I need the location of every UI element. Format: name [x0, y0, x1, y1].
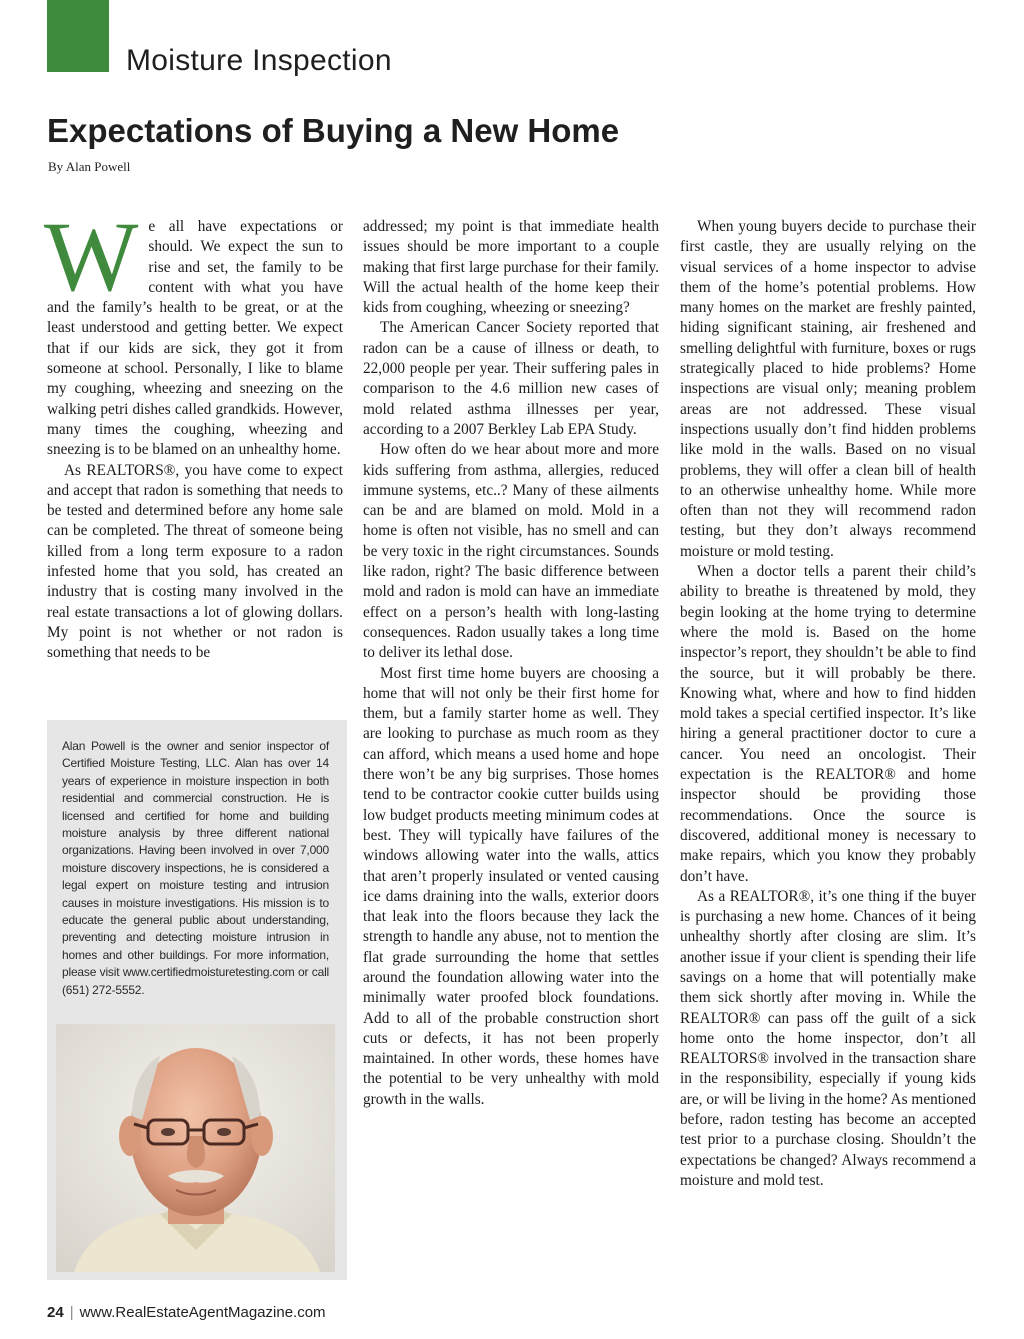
- article-paragraph: addressed; my point is that immediate health issues should be more important to a couple making that first large purchase for their family. Will the actual health of the home keep their kids from coughing, wheezing or sneezing?: [363, 218, 659, 317]
- article-paragraph: As REALTORS®, you have come to expect and accept that radon is something that needs to be tested and determined before any home sale can be completed. The threat of someone being killed from a long term exposure to a radon infested home that you sold, has created an industry that is costing many involved in the real estate transactions a lot of glowing dollars. My point is not whether or not radon is something that needs to be: [47, 461, 343, 662]
- article-paragraph: [44, 201, 343, 461]
- page-footer: [47, 1304, 326, 1321]
- article-paragraph: When a doctor tells a parent their child’s ability to breathe is threatened by mold, they begin looking at the home trying to determine where the mold is. Based on the home inspector’s report, they shouldn’t be able to find the source, but it will probably be there. Knowing what, where and how to find hidden mold takes a special certified inspector. It’s like hiring a general practitioner doctor to cure a cancer. You need an oncologist. Their expectation is the REALTOR® and home inspector should be providing those recommendations. Once the source is discovered, additional money is necessary to make repairs, which you know they probably don’t have.: [680, 563, 976, 885]
- article-headline: Expectations of Buying a New Home: [47, 112, 620, 149]
- article-paragraph: When young buyers decide to purchase their first castle, they are usually relying on the visual services of a home inspector to advise them of the home’s potential problems. How many homes on the market are freshly painted, hiding significant staining, air freshened and smelling delightful with furniture, boxes or rugs strategically placed to hide problems? Home inspections are visual only; meaning problem areas are not addressed. These visual inspections usually don’t find hidden problems like mold in the walls. Based on no visual problems, they will offer a clean bill of health to an otherwise unhealthy home. While more often than not they will recommend radon testing, but they don’t always recommend moisture or mold testing.: [680, 218, 976, 560]
- byline: By Alan Powell: [48, 159, 131, 174]
- drop-cap: W: [44, 201, 139, 312]
- paragraph-text: e all have expectations or should. We expect the sun to rise and set, the family to be content with what you have and the family’s health to be great, or at the least understood and getting better. We expect that if our kids are sick, they got it from someone at school. Personally, I like to blame my coughing, wheezing and sneezing on the walking petri dishes called grandkids. However, many times the coughing, wheezing and sneezing is to be blamed on an unhealthy home.: [47, 218, 343, 459]
- section-color-block: [47, 0, 109, 72]
- article-paragraph: The American Cancer Society reported that radon can be a cause of illness or death, to 22,000 people per year. Their suffering pales in comparison to the 4.6 million new cases of mold related asthma illnesses per year, according to a 2007 Berkley Lab EPA Study.: [363, 319, 659, 438]
- article-column-2: [363, 217, 659, 1110]
- author-bio-text: Alan Powell is the owner and senior inspector of Certified Moisture Testing, LLC. Alan has over 14 years of experience in moisture inspection in both residential and commercial construction. He is licensed and certified for home and building moisture analysis by three different national organizations. Having been involved in over 7,000 moisture discovery inspections, he is considered a legal expert on moisture testing and intrusion causes in moisture investigations. His mission is to educate the general public about understanding, preventing and detecting moisture intrusion in homes and other buildings. For more information, please visit www.certifiedmoisturetesting.com or call (651) 272-5552.: [62, 739, 329, 997]
- article-paragraph: As a REALTOR®, it’s one thing if the buyer is purchasing a new home. Chances of it being unhealthy shortly after closing are slim. It’s another issue if your client is spending their life savings on a home that will potentially make them sick shortly after moving in. While the REALTOR® can pass off the guilt of a sick home onto the home inspector, don’t all REALTORS® involved in the transaction share in the responsibility, especially if young kids are, or will be living in the home? As mentioned before, radon testing has become an accepted test prior to a purchase closing. Shouldn’t the expectations be changed? Always recommend a moisture and mold test.: [680, 887, 976, 1189]
- author-photo: [56, 1024, 335, 1272]
- footer-url: www.RealEstateAgentMagazine.com: [79, 1304, 326, 1321]
- section-title: Moisture Inspection: [126, 44, 392, 77]
- page-number: 24: [47, 1304, 64, 1321]
- article-column-1: [44, 201, 343, 664]
- author-bio-box: [47, 720, 347, 1280]
- article-column-3: [680, 217, 976, 1191]
- article-paragraph: Most first time home buyers are choosing a home that will not only be their first home for them, but a family starter home as well. They are looking to purchase as much room as they can afford, which means a used home and hope there won’t be any big surprises. Those homes tend to be contractor cookie cutter builds using low budget products meeting minimum codes at best. They will typically have failures of the windows allowing water into the walls, attics that aren’t properly insulated or vented causing ice dams draining into the walls, exterior doors that leak into the floors because they lack the strength to handle any abuse, not to mention the flat grade surrounding the home that settles around the foundation allowing water into the minimally water proofed block foundations. Add to all of the probable construction short cuts or defects, it has not been properly maintained. In other words, these homes have the potential to be very unhealthy with mold growth in the walls.: [363, 664, 659, 1108]
- article-paragraph: How often do we hear about more and more kids suffering from asthma, allergies, reduced immune systems, etc..? Many of these ailments can be and are blamed on mold. Mold in a home is often not visible, has no smell and can be very toxic in the right circumstances. Sounds like radon, right? The basic difference between mold and radon is mold can have an immediate effect on a person’s health with long-lasting consequences. Radon usually takes a long time to deliver its lethal dose.: [363, 441, 659, 662]
- footer-divider: |: [69, 1304, 74, 1321]
